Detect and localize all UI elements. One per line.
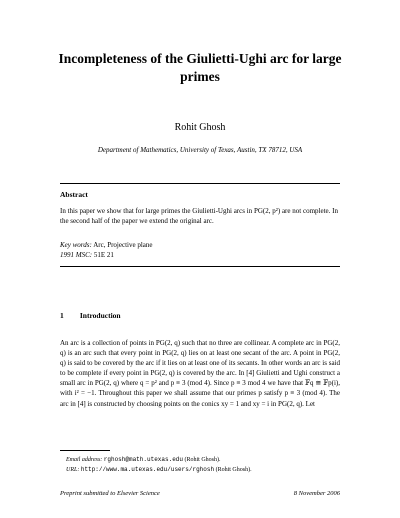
homepage-url-link[interactable]: http://www.ma.utexas.edu/users/rghosh (80, 466, 215, 473)
email-owner: (Rohit Ghosh). (184, 457, 221, 463)
msc-line (60, 250, 152, 260)
section-number: 1 (60, 311, 64, 320)
abstract-bottom-rule (60, 266, 340, 267)
url-footnote (60, 465, 252, 475)
section-title: Introduction (79, 311, 121, 320)
url-label: URL: (66, 467, 80, 473)
abstract-heading: Abstract (60, 190, 88, 199)
keywords-block (60, 240, 152, 260)
keywords-line (60, 240, 152, 250)
email-footnote (60, 455, 252, 465)
email-label: Email address: (66, 457, 103, 463)
footnotes (60, 455, 252, 475)
introduction-paragraph: An arc is a collection of points in PG(2, q) such that no three are collinear. A complete arc in PG(2, q) is an arc such that every point in PG(2, q) lies on at least one secant of the arc. A point in PG(2, q) is said to be covered by the arc if it lies on at least one of its secants. In other words an arc is said to be complete if every point in PG(2, q) is covered by the arc. In [4] Giulietti and Ughi construct a small arc in PG(2, q) where q = p² and p ≡ 3 (mod 4). Since p ≡ 3 mod 4 we have that 𝔽q ≅ 𝔽p(i), with i² = −1. Throughout this paper we shall assume that our primes p satisfy p ≡ 3 (mod 4). The arc in [4] is constructed by choosing points on the conics xy = 1 and xy = i in PG(2, q). Let (60, 339, 340, 408)
preprint-note: Preprint submitted to Elsevier Science (60, 490, 160, 497)
author-affiliation: Department of Mathematics, University of Texas, Austin, TX 78712, USA (97, 146, 303, 154)
preprint-date: 8 November 2006 (293, 490, 340, 497)
introduction-body (60, 338, 340, 409)
keywords-value: Arc, Projective plane (93, 241, 153, 249)
msc-value: 51E 21 (93, 251, 114, 259)
footnote-rule (60, 450, 110, 451)
paper-title: Incompleteness of the Giulietti-Ughi arc for large primes (58, 51, 342, 84)
keywords-label: Key words: (60, 241, 92, 249)
abstract-top-rule (60, 183, 340, 184)
paper-author: Rohit Ghosh (174, 122, 226, 133)
msc-label: 1991 MSC: (60, 251, 93, 259)
url-owner: (Rohit Ghosh). (215, 467, 252, 473)
abstract-text: In this paper we show that for large primes the Giulietti-Ughi arcs in PG(2, p²) are not complete. In the second half of the paper we extend the original arc. (60, 207, 338, 225)
section-heading (60, 311, 121, 320)
email-address-link[interactable]: rghosh@math.utexas.edu (103, 456, 183, 463)
